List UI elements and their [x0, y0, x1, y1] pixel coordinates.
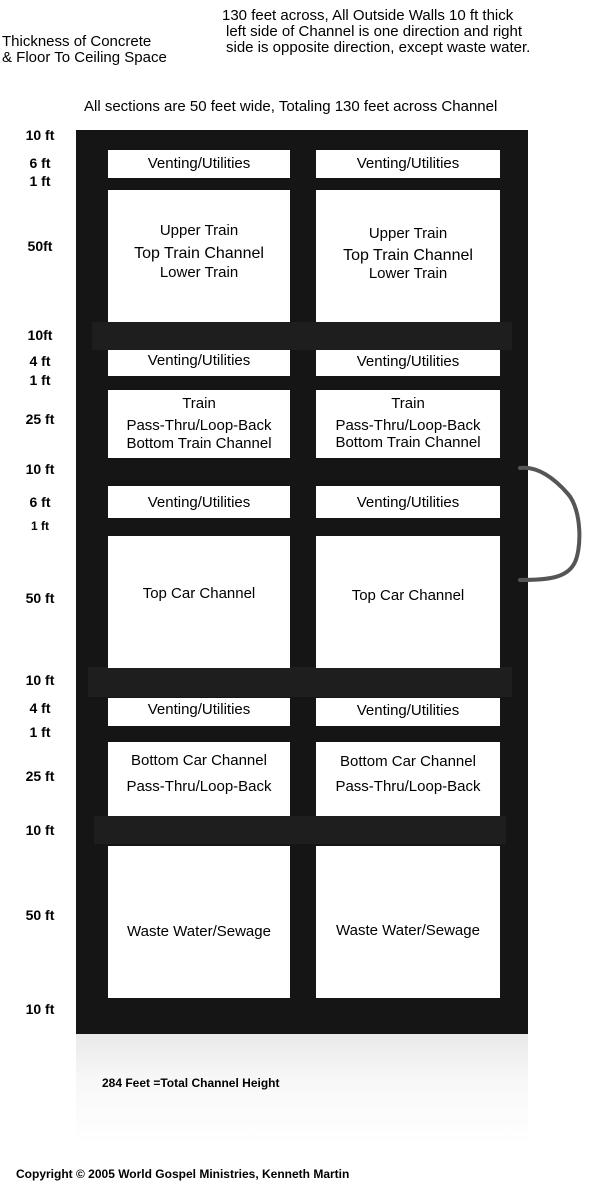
room-venting-left [108, 486, 290, 518]
room-top-car-left [108, 536, 290, 668]
room-label: Pass-Thru/Loop-Back [126, 417, 272, 434]
dim-label: 50 ft [25, 590, 55, 606]
room-label: Bottom Car Channel [131, 752, 267, 769]
room-label: Lower Train [159, 264, 239, 281]
room-label: Top Car Channel [351, 587, 465, 604]
room-waste-right [316, 846, 500, 998]
room-venting-left [108, 698, 290, 726]
room-venting-right [316, 486, 500, 518]
room-label: Lower Train [368, 265, 448, 282]
room-venting-right [316, 698, 500, 726]
total-height-note: 284 Feet =Total Channel Height [102, 1076, 280, 1090]
dim-label: 25 ft [25, 411, 55, 427]
room-venting-left [108, 350, 290, 376]
room-bottom-car-right [316, 742, 500, 816]
room-waste-left [108, 846, 290, 998]
dim-label: 1 ft [29, 372, 51, 388]
header-right-line: left side of Channel is one direction and right [226, 23, 523, 40]
dim-label: 4 ft [29, 353, 51, 369]
room-label: Venting/Utilities [147, 352, 251, 369]
room-label: Pass-Thru/Loop-Back [126, 778, 272, 795]
room-bottom-train-left [108, 390, 290, 458]
dim-label: 25 ft [25, 768, 55, 784]
room-label: Upper Train [159, 222, 239, 239]
room-label: Venting/Utilities [356, 353, 460, 370]
dim-label: 4 ft [29, 700, 51, 716]
room-label: Top Car Channel [142, 585, 256, 602]
room-label: Pass-Thru/Loop-Back [335, 778, 481, 795]
dim-label: 6 ft [29, 494, 51, 510]
copyright: Copyright © 2005 World Gospel Ministries, Kenneth Martin [16, 1167, 350, 1181]
loop-back-arc [518, 464, 588, 588]
concrete-slab [94, 816, 506, 844]
room-label: Top Train Channel [343, 247, 473, 264]
dim-label: 50 ft [25, 907, 55, 923]
dim-label: 10 ft [25, 127, 55, 143]
room-label: Venting/Utilities [147, 155, 251, 172]
room-venting-right [316, 150, 500, 178]
concrete-slab [88, 667, 512, 697]
room-label: Venting/Utilities [356, 155, 460, 172]
room-bottom-car-left [108, 742, 290, 816]
channel-cross-section [76, 130, 528, 1034]
room-label: Top Train Channel [134, 245, 264, 262]
room-venting-right [316, 350, 500, 376]
room-label: Pass-Thru/Loop-Back [335, 417, 481, 434]
room-bottom-train-right [316, 390, 500, 458]
dim-label: 6 ft [29, 155, 51, 171]
header-left-title [2, 34, 167, 66]
room-label: Bottom Train Channel [335, 434, 481, 451]
dim-label: 10 ft [25, 672, 55, 688]
dim-label: 10 ft [25, 1001, 55, 1017]
room-label: Bottom Car Channel [340, 753, 476, 770]
header-right-line: side is opposite direction, except waste water. [226, 39, 531, 56]
concrete-slab [92, 322, 512, 350]
header-left-line: & Floor To Ceiling Space [2, 49, 167, 66]
dim-label: 10ft [27, 327, 53, 343]
room-label: Waste Water/Sewage [336, 922, 480, 939]
header-right-line: 130 feet across, All Outside Walls 10 ft thick [222, 7, 514, 24]
room-label: Train [391, 395, 425, 412]
room-top-car-right [316, 536, 500, 668]
room-top-train-left [108, 190, 290, 322]
dim-label: 50ft [27, 238, 53, 254]
room-label: Venting/Utilities [356, 702, 460, 719]
dim-label: 10 ft [25, 461, 55, 477]
room-label: Waste Water/Sewage [127, 923, 271, 940]
dim-label: 1 ft [31, 519, 49, 533]
room-label: Upper Train [368, 225, 448, 242]
dim-label: 1 ft [29, 724, 51, 740]
room-label: Venting/Utilities [147, 494, 251, 511]
room-venting-left [108, 150, 290, 178]
header-right-notes [222, 8, 530, 56]
room-label: Bottom Train Channel [126, 435, 272, 452]
width-span-note: All sections are 50 feet wide, Totaling 130 feet across Channel [84, 98, 498, 115]
room-top-train-right [316, 190, 500, 322]
dim-label: 10 ft [25, 822, 55, 838]
dim-label: 1 ft [29, 173, 51, 189]
room-label: Train [182, 395, 216, 412]
room-label: Venting/Utilities [147, 701, 251, 718]
room-label: Venting/Utilities [356, 494, 460, 511]
header-left-line: Thickness of Concrete [2, 33, 152, 50]
